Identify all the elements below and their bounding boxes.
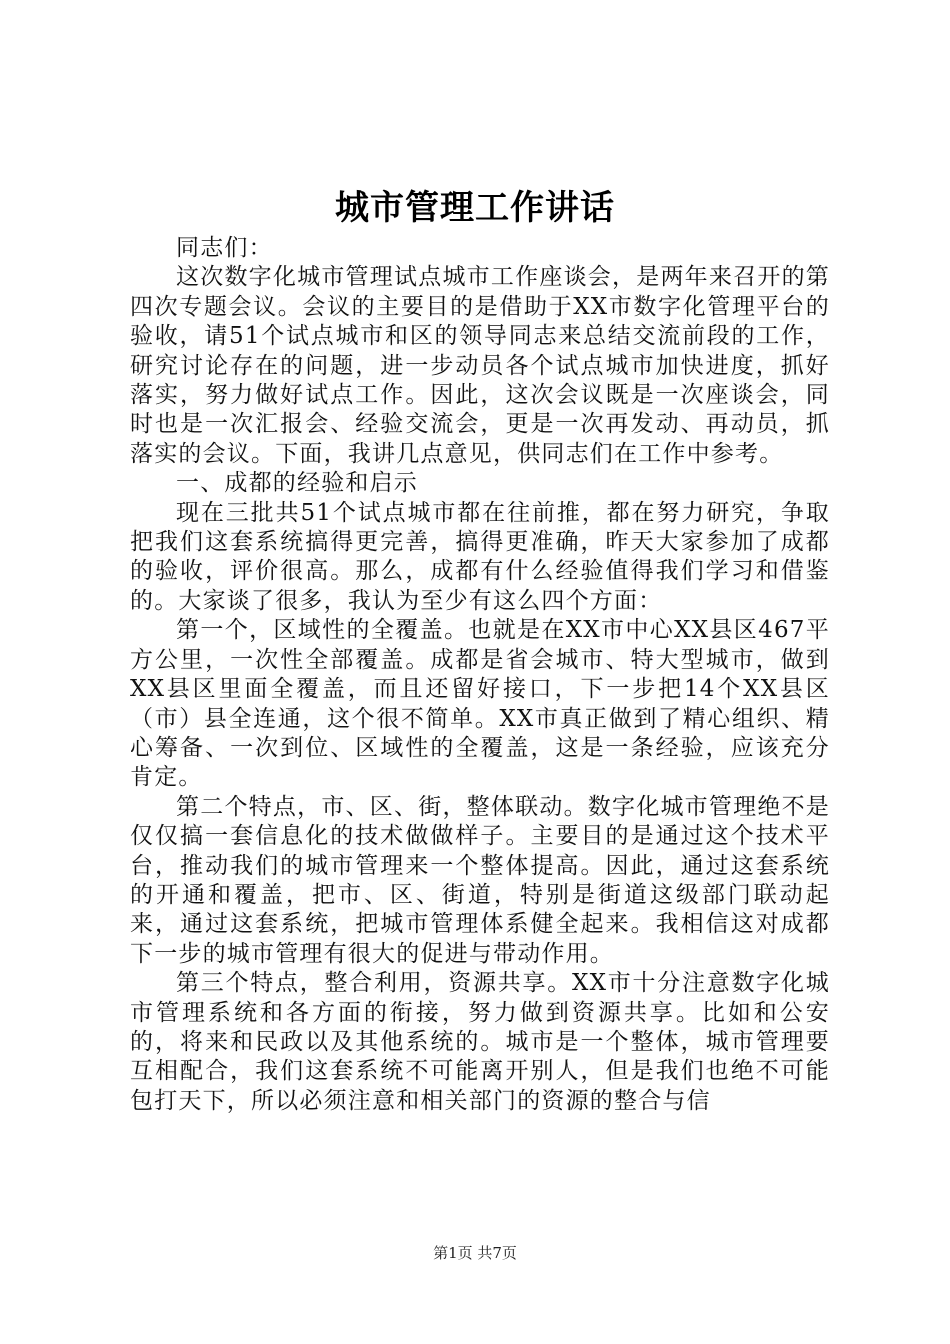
body-paragraph: 第一个，区域性的全覆盖。也就是在XX市中心XX县区467平方公里，一次性全部覆盖。成都是省会城市、特大型城市，做到XX县区里面全覆盖，而且还留好接口，下一步把14个XX县区（市）县全连通，这个很不简单。XX市真正做到了精心组织、精心筹备、一次到位、区域性的全覆盖，这是一条经验，应该充分肯定。	[130, 617, 830, 791]
salutation-paragraph: 同志们：	[176, 235, 273, 261]
body-paragraph: 第二个特点，市、区、街，整体联动。数字化城市管理绝不是仅仅搞一套信息化的技术做做样子。主要目的是通过这个技术平台，推动我们的城市管理来一个整体提高。因此，通过这套系统的开通和覆盖，把市、区、街道，特别是街道这级部门联动起来，通过这套系统，把城市管理体系健全起来。我相信这对成都下一步的城市管理有很大的促进与带动作用。	[130, 793, 830, 967]
document-title: 城市管理工作讲话	[335, 188, 615, 228]
body-paragraph: 这次数字化城市管理试点城市工作座谈会，是两年来召开的第四次专题会议。会议的主要目的是借助于XX市数字化管理平台的验收，请51个试点城市和区的领导同志来总结交流前段的工作，研究讨论存在的问题，进一步动员各个试点城市加快进度，抓好落实，努力做好试点工作。因此，这次会议既是一次座谈会，同时也是一次汇报会、经验交流会，更是一次再发动、再动员，抓落实的会议。下面，我讲几点意见，供同志们在工作中参考。	[130, 264, 830, 467]
section-heading: 一、成都的经验和启示	[176, 470, 418, 497]
page-footer: 第1页 共7页	[433, 1244, 517, 1262]
body-paragraph: 第三个特点，整合利用，资源共享。XX市十分注意数字化城市管理系统和各方面的衔接，努力做到资源共享。比如和公安的，将来和民政以及其他系统的。城市是一个整体，城市管理要互相配合，我们这套系统不可能离开别人，但是我们也绝不可能包打天下，所以必须注意和相关部门的资源的整合与信	[130, 970, 830, 1114]
body-paragraph: 现在三批共51个试点城市都在往前推，都在努力研究，争取把我们这套系统搞得更完善，搞得更准确，昨天大家参加了成都的验收，评价很高。那么，成都有什么经验值得我们学习和借鉴的。大家谈了很多，我认为至少有这么四个方面：	[130, 499, 830, 614]
document-body	[130, 234, 830, 1116]
